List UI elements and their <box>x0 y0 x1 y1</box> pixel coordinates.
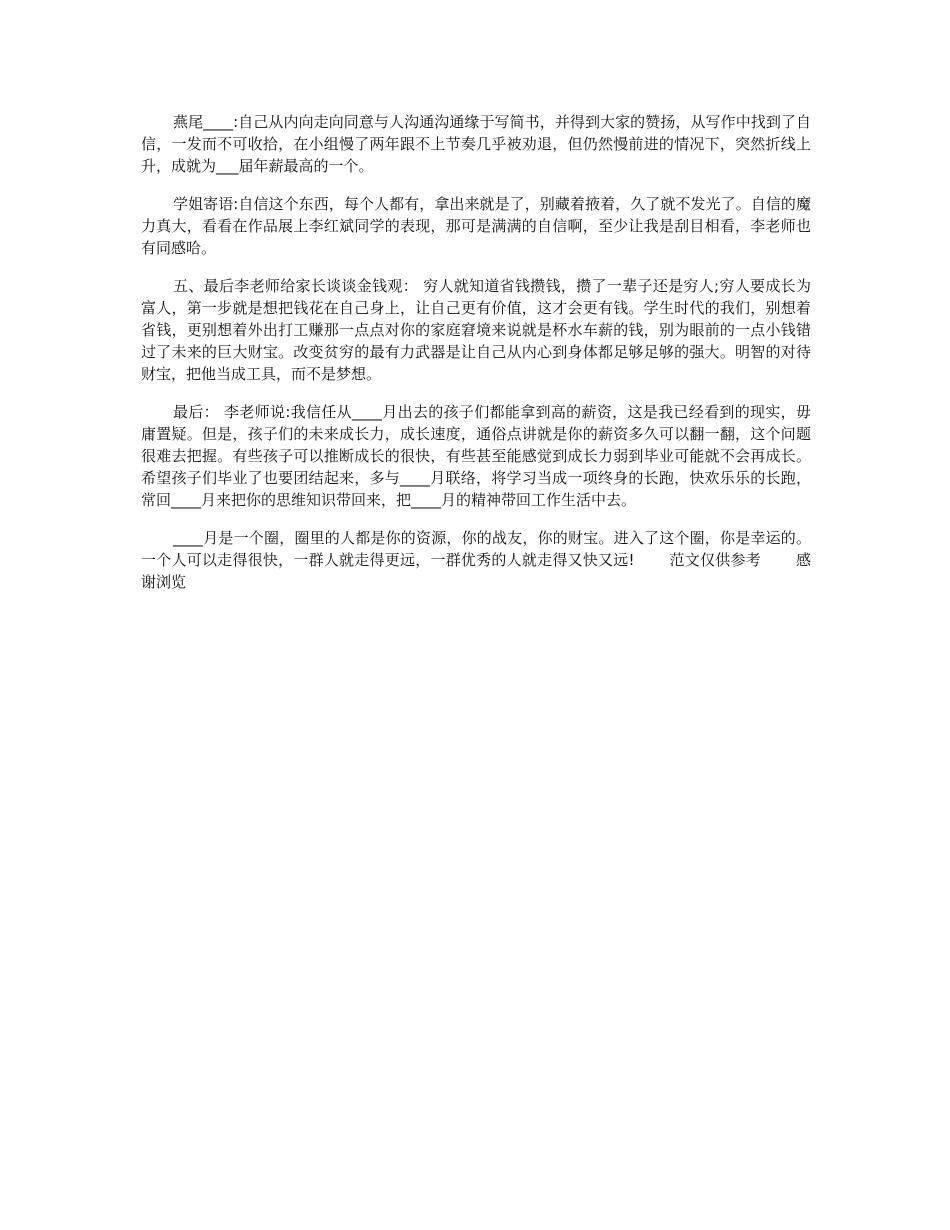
paragraph-story: 燕尾____:自己从内向走向同意与人沟通沟通缘于写简书，并得到大家的赞扬，从写作中找到了自信，一发而不可收拾，在小组慢了两年跟不上节奏几乎被劝退，但仍然慢前进的情况下，突然折线上升，成就为___届年薪最高的一个。 <box>141 113 811 175</box>
paragraph-money-view: 五、最后李老师给家长谈谈金钱观： 穷人就知道省钱攒钱，攒了一辈子还是穷人;穷人要成长为富人，第一步就是想把钱花在自己身上，让自己更有价值，这才会更有钱。学生时代的我们，别想着省钱，更别想着外出打工赚那一点点对你的家庭窘境来说就是杯水车薪的钱，别为眼前的一点小钱错过了未来的巨大财宝。改变贫穷的最有力武器是让自己从内心到身体都足够足够的强大。明智的对待财宝，把他当成工具，而不是梦想。 <box>141 277 811 383</box>
paragraph-senior-advice: 学姐寄语:自信这个东西，每个人都有，拿出来就是了，别藏着掖着，久了就不发光了。自信的魔力真大，看看在作品展上李红斌同学的表现，那可是满满的自信啊，至少让我是刮目相看，李老师也有同感哈。 <box>141 195 811 257</box>
paragraph-closing: ____月是一个圈，圈里的人都是你的资源，你的战友，你的财宝。进入了这个圈，你是幸运的。一个人可以走得很快，一群人就走得更远，一群优秀的人就走得又快又远! 范文仅供参考 感谢浏览 <box>141 529 811 591</box>
paragraph-final-words: 最后： 李老师说:我信任从____月出去的孩子们都能拿到高的薪资，这是我已经看到的现实，毋庸置疑。但是，孩子们的未来成长力，成长速度，通俗点讲就是你的薪资多久可以翻一翻，这个问题很难去把握。有些孩子可以推断成长的很快，有些甚至能感觉到成长力弱到毕业可能就不会再成长。希望孩子们毕业了也要团结起来，多与____月联络，将学习当成一项终身的长跑，快欢乐乐的长跑，常回____月来把你的思维知识带回来，把____月的精神带回工作生活中去。 <box>141 403 811 509</box>
document-body <box>141 111 811 609</box>
